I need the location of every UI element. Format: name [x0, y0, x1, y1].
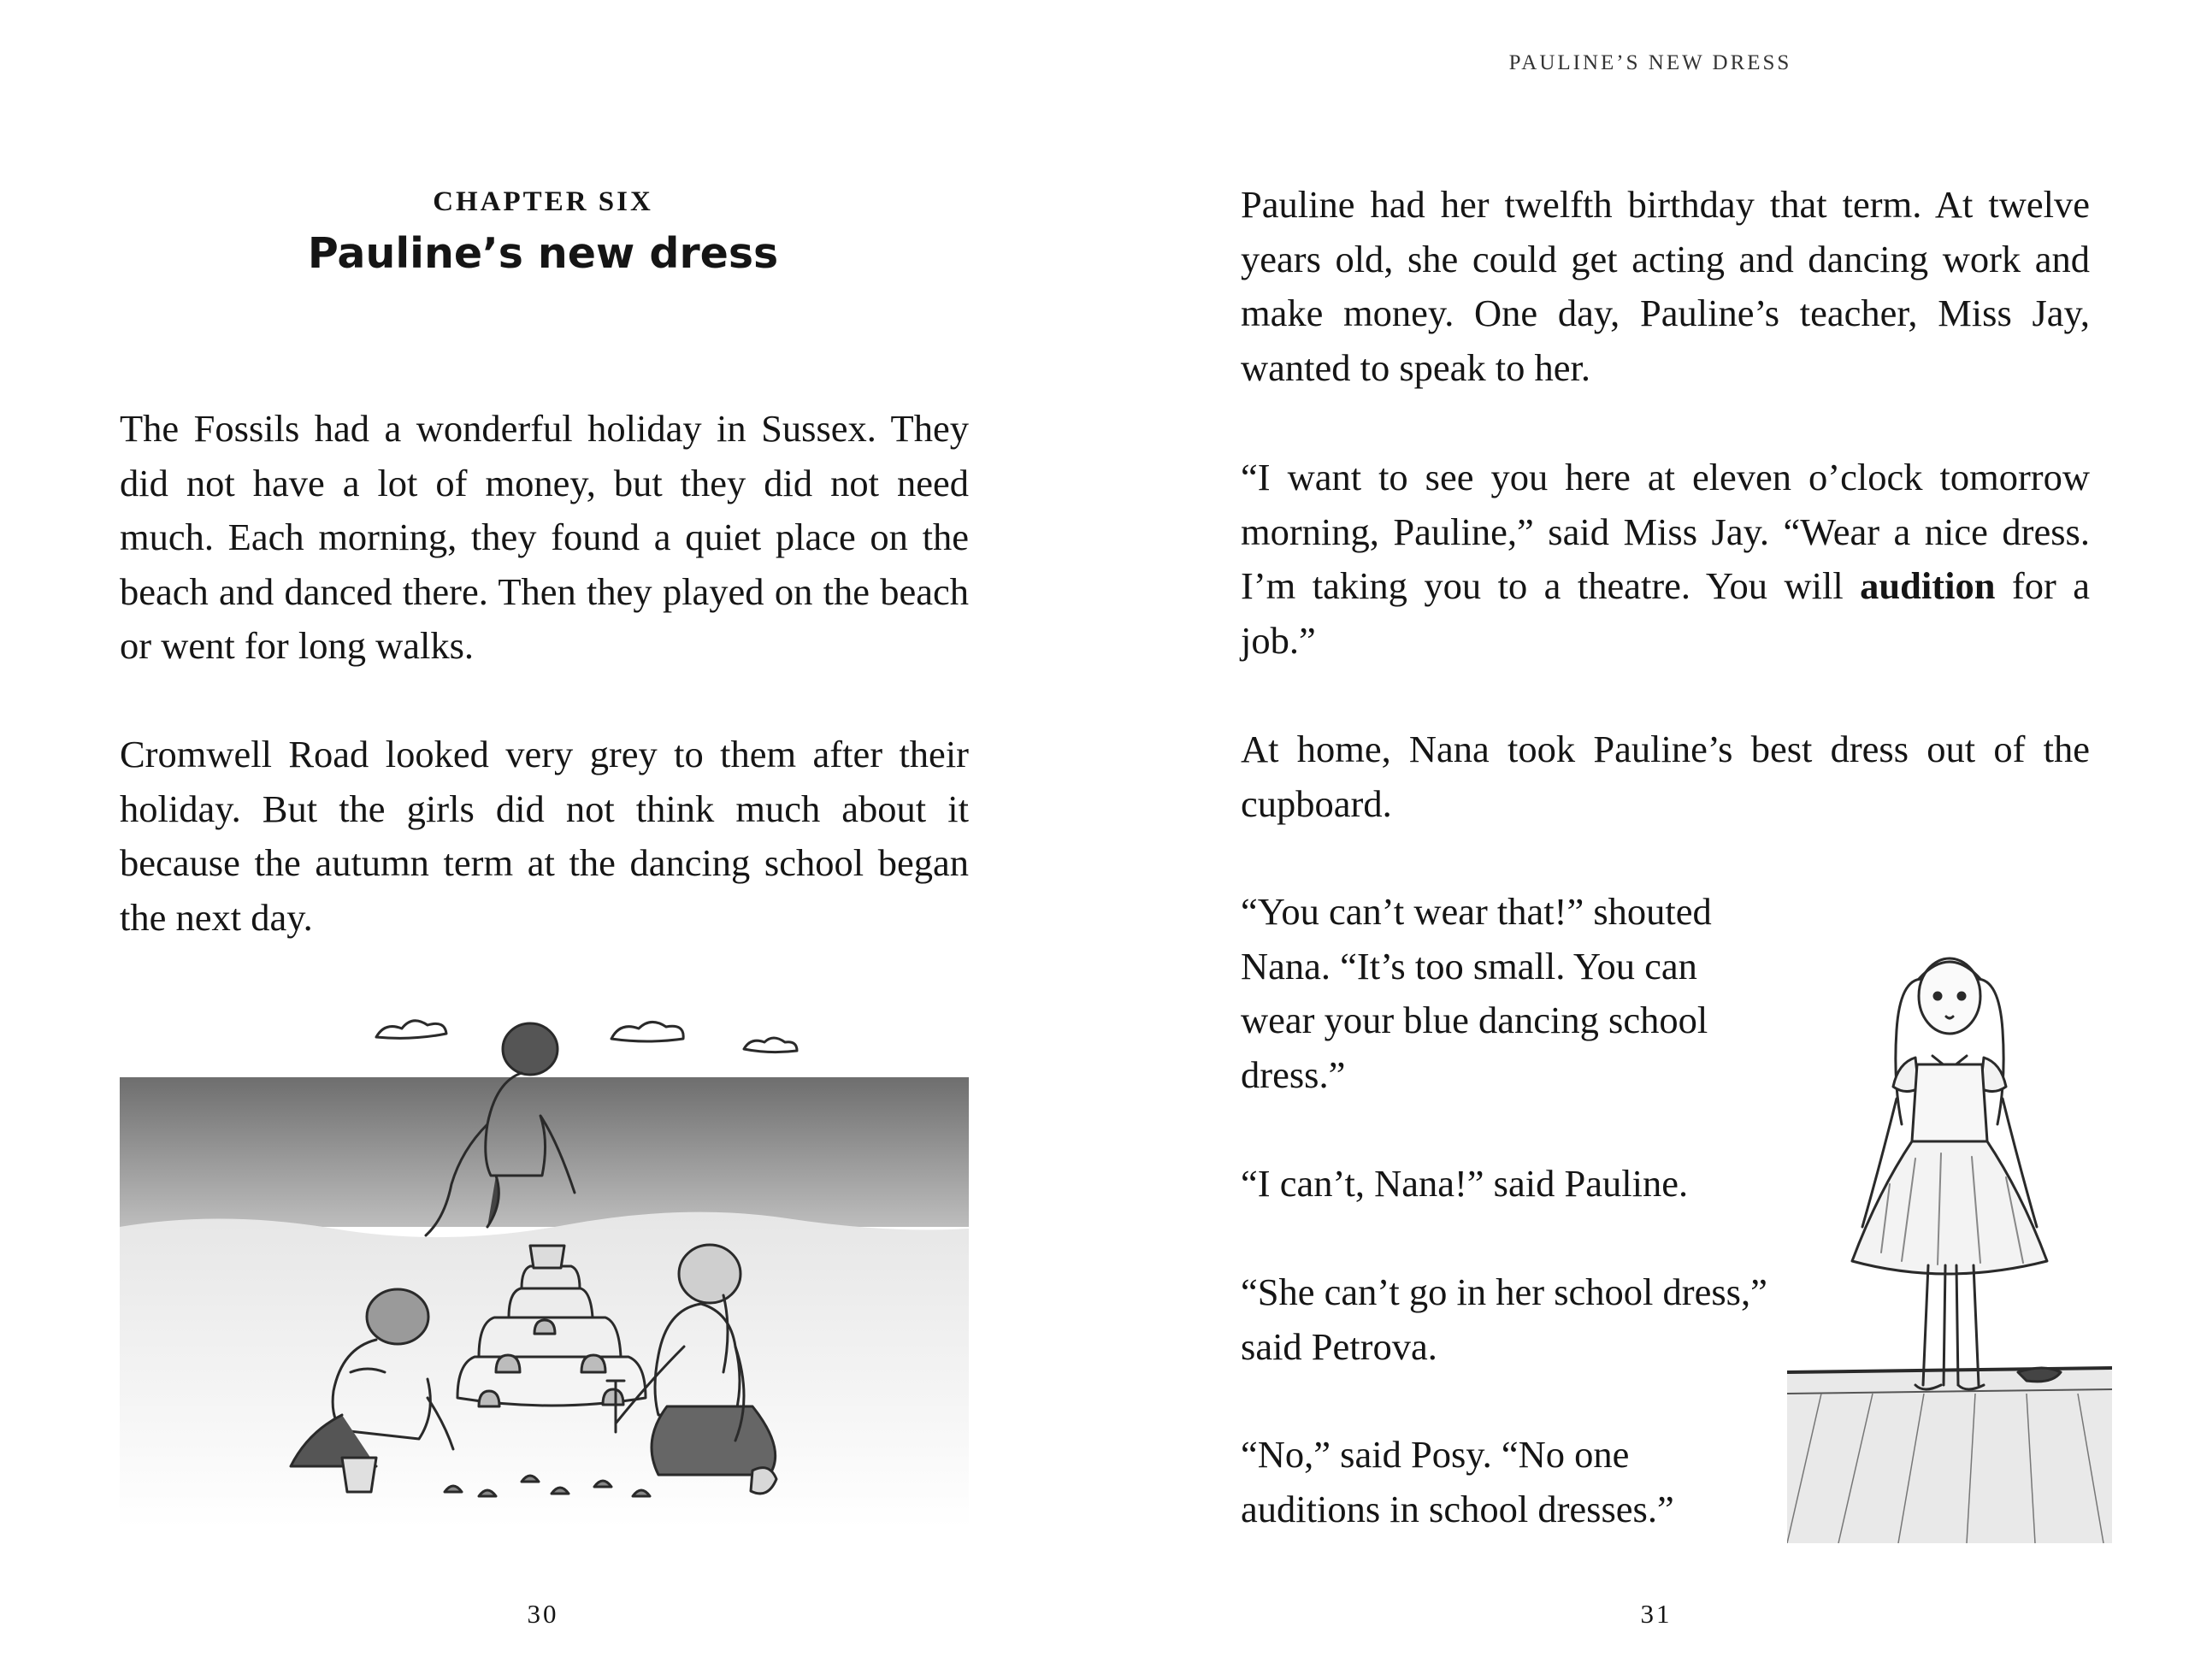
paragraph-miss-jay-end: for a job.” [1241, 564, 2090, 662]
paragraph-posy: “No,” said Posy. “No one auditions in school dresses.” [1241, 1433, 1674, 1530]
running-head: PAULINE’S NEW DRESS [1508, 51, 1792, 74]
paragraph-miss-jay-text: “I want to see you here at eleven o’clock tomorrow morning, Pauline,” said Miss Jay. “Wear a nice dress. I’m taking you to a theatre. You will [1241, 456, 2090, 607]
audition-word: audition [1860, 564, 1996, 607]
chapter-label: CHAPTER SIX [433, 186, 653, 217]
clouds [376, 1021, 797, 1052]
floorboards [1787, 1368, 2112, 1543]
paragraph-petrova: “She can’t go in her school dress,” said Petrova. [1241, 1270, 1767, 1368]
paragraph-miss-jay [1241, 451, 2090, 668]
paragraph-nana-cupboard: At home, Nana took Pauline’s best dress out of the cupboard. [1241, 728, 2090, 825]
beach-sandcastle-illustration [120, 1005, 969, 1528]
pauline-dress-illustration [1787, 928, 2112, 1543]
left-page [0, 0, 1094, 1680]
page-number-left: 30 [527, 1599, 559, 1629]
paragraph-birthday: Pauline had her twelfth birthday that term. At twelve years old, she could get acting and dancing work and make money. One day, Pauline’s teacher, Miss Jay, wanted to speak to her. [1241, 183, 2090, 389]
paragraph-i-cant: “I can’t, Nana!” said Pauline. [1241, 1162, 1689, 1205]
paragraph-too-small: “You can’t wear that!” shouted Nana. “It’s too small. You can wear your blue dancing school dress.” [1241, 890, 1712, 1096]
page-number-right: 31 [1640, 1599, 1673, 1629]
chapter-title: Pauline’s new dress [307, 229, 779, 278]
girl-figure [1852, 958, 2061, 1389]
paragraph-holiday: The Fossils had a wonderful holiday in Sussex. They did not have a lot of money, but they did not need much. Each morning, they found a quiet place on the beach and danced there. Then they played on the beach or went for long walks. [120, 407, 969, 667]
paragraph-cromwell-road: Cromwell Road looked very grey to them after their holiday. But the girls did not think much about it because the autumn term at the dancing school began the next day. [120, 733, 969, 939]
